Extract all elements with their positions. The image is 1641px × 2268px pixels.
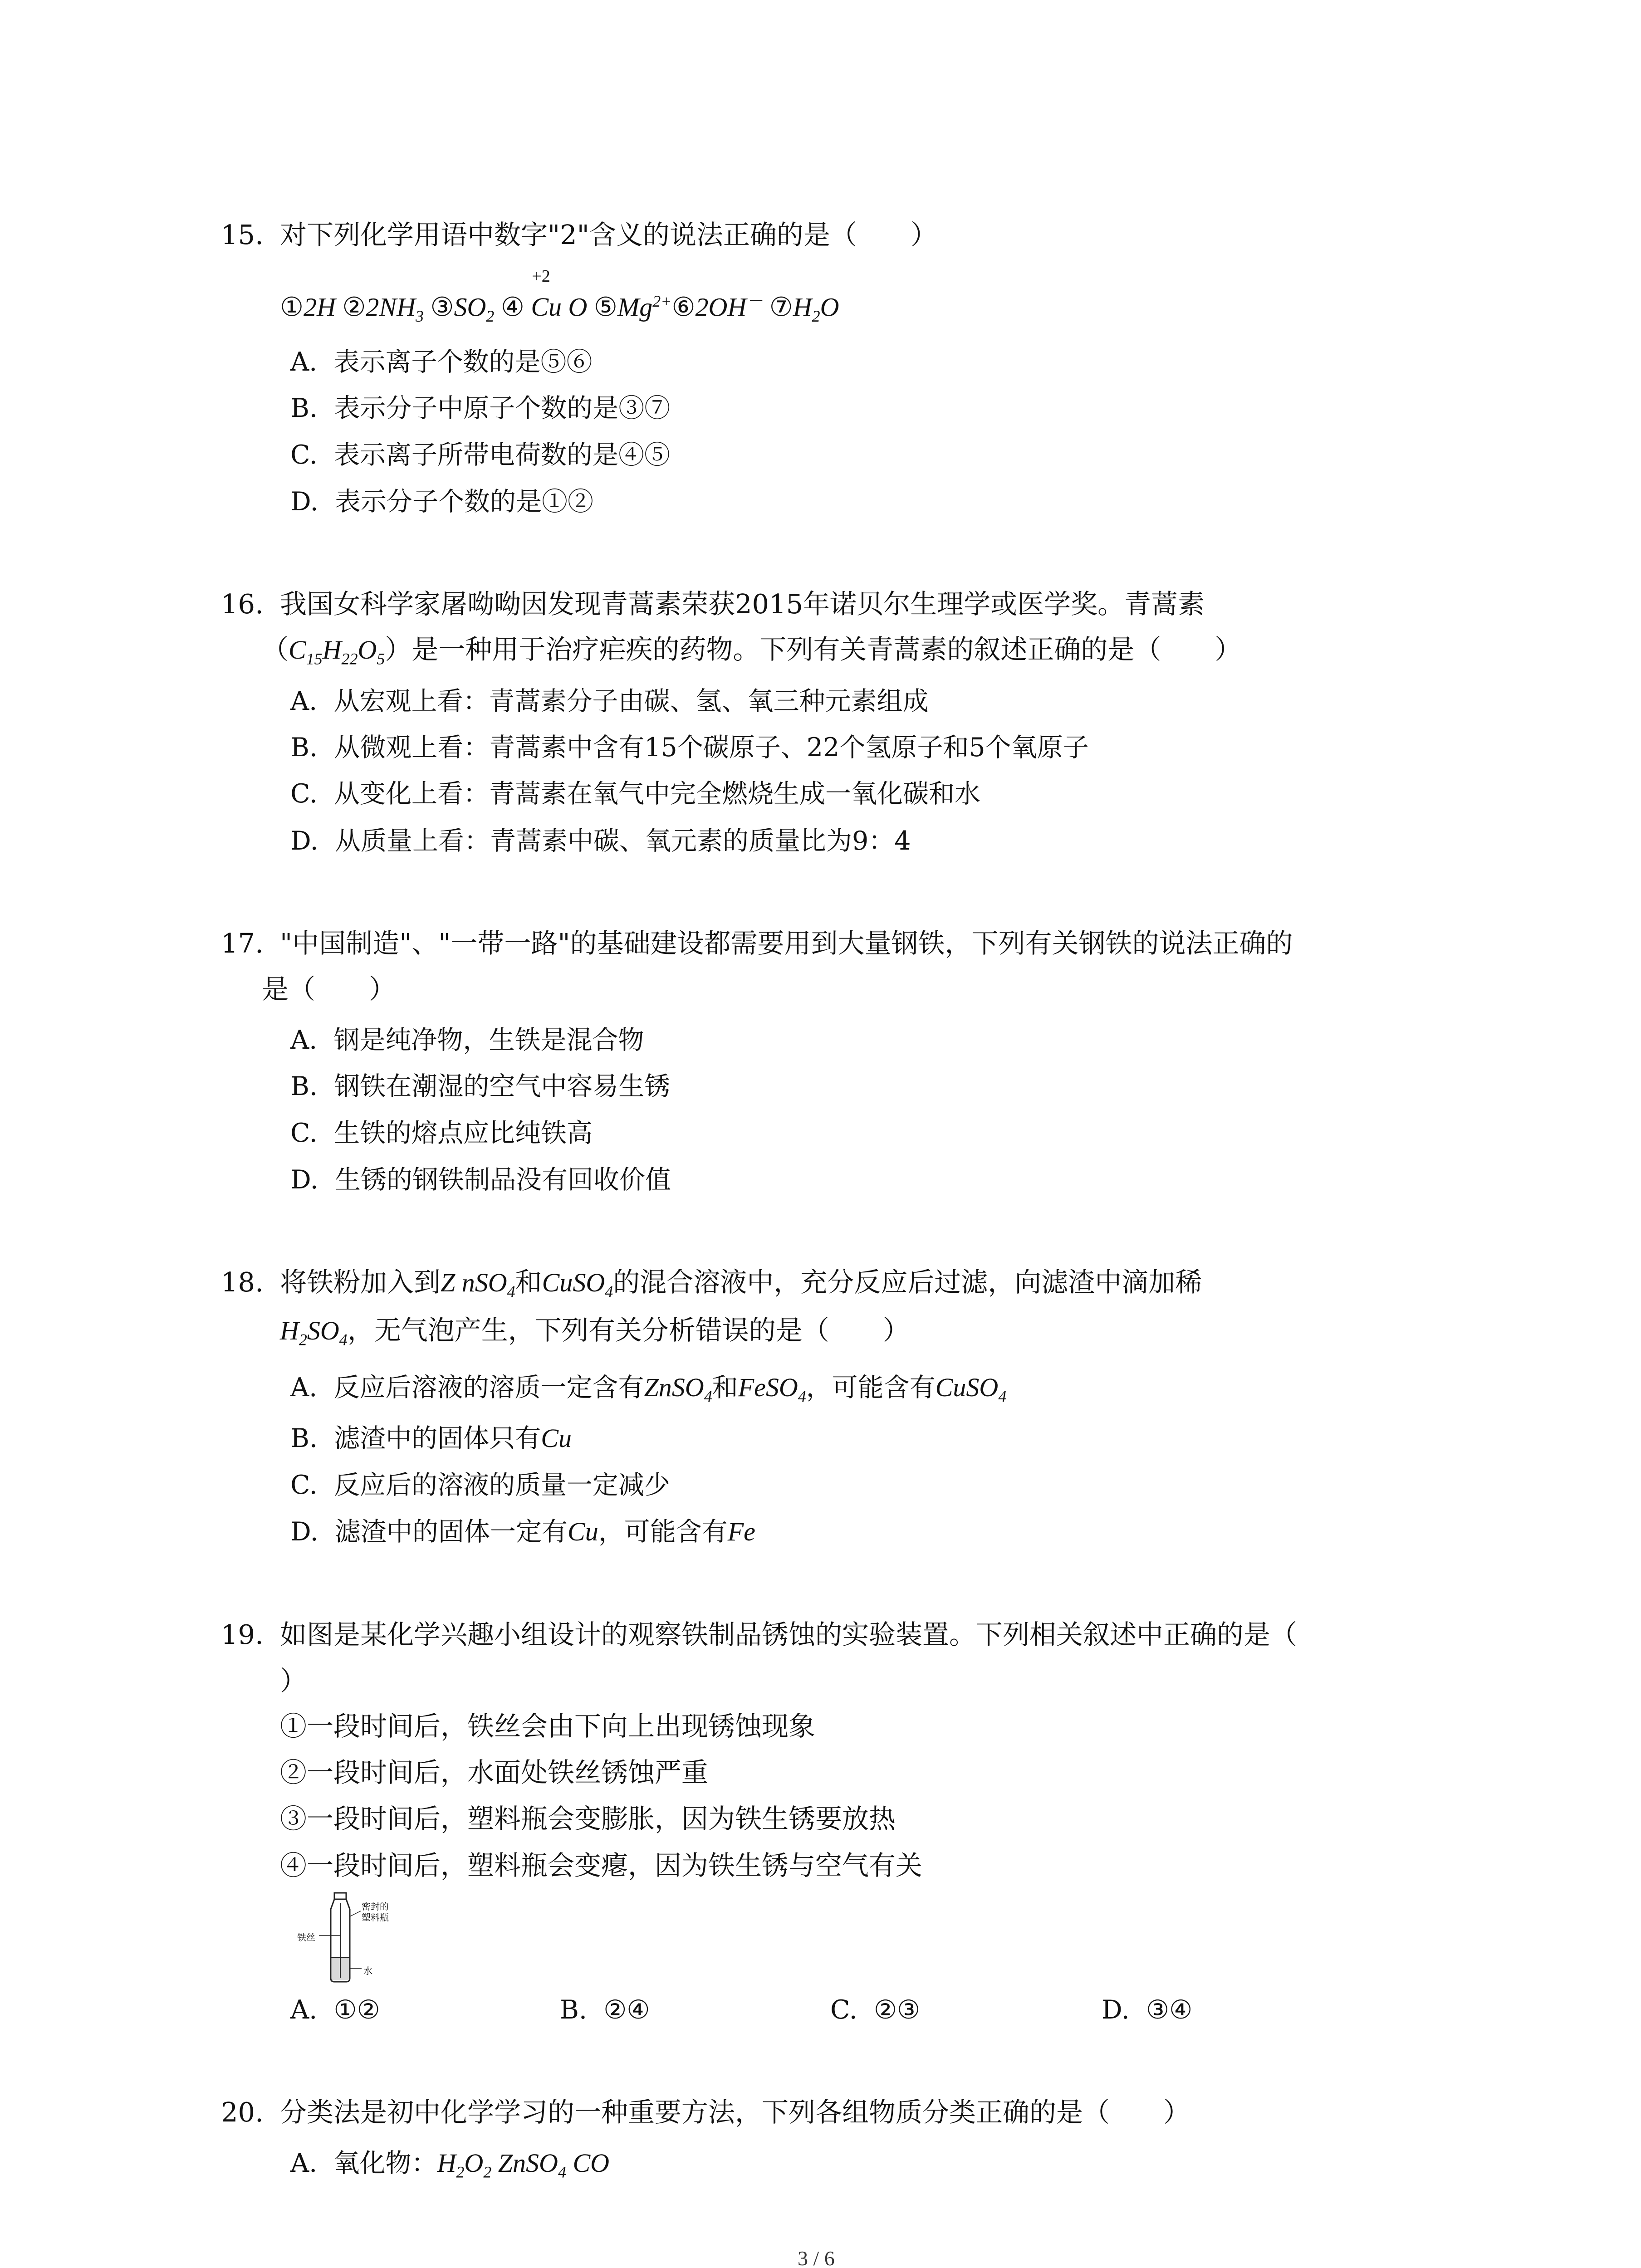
option-d[interactable]	[290, 1519, 755, 1545]
formula: O	[820, 292, 839, 322]
option-letter: C.	[290, 1118, 318, 1148]
question-18-stem-line2	[280, 1317, 910, 1349]
formula: Cu	[541, 1423, 572, 1453]
subscript: 4	[507, 1282, 515, 1301]
question-19-number: 19.	[221, 1619, 264, 1650]
option-text: 反应后的溶液的质量一定减少	[333, 1470, 670, 1500]
option-text: 滤渣中的固体一定有	[335, 1517, 568, 1547]
option-text: 从变化上看：青蒿素在氧气中完全燃烧生成一氧化碳和水	[333, 779, 980, 809]
option-text: ②③	[873, 1995, 921, 2025]
option-a[interactable]	[290, 1997, 380, 2023]
option-b[interactable]	[290, 1071, 671, 1101]
formula: Cu	[531, 292, 562, 322]
item-marker: ⑦	[769, 292, 793, 322]
item-marker: ③	[430, 292, 454, 322]
option-text: ③④	[1146, 1995, 1193, 2025]
option-b[interactable]	[290, 1425, 572, 1452]
option-d[interactable]	[290, 828, 911, 854]
option-letter: B.	[290, 1071, 318, 1101]
figure-label-bottle: 塑料瓶	[362, 1912, 389, 1923]
item-marker: ①	[280, 292, 304, 322]
formula: O	[464, 2148, 484, 2178]
stem-text: ，无气泡产生，下列有关分析错误的是（ ）	[347, 1315, 910, 1346]
formula: Z nSO	[441, 1268, 507, 1297]
question-17-number: 17.	[221, 928, 264, 959]
question-15-number: 15.	[221, 219, 264, 250]
question-19-stem-line2: ）	[280, 1665, 307, 1696]
option-letter: A.	[290, 1373, 318, 1403]
option-text: ②④	[603, 1995, 650, 2025]
option-letter: D.	[290, 826, 318, 856]
option-text: 表示分子中原子个数的是③⑦	[334, 393, 671, 423]
formula: H	[280, 1316, 299, 1345]
question-15-stem: 对下列化学用语中数字"2"含义的说法正确的是（ ）	[280, 219, 937, 250]
option-letter: D.	[290, 1517, 318, 1547]
option-text: 反应后溶液的溶质一定含有	[333, 1373, 644, 1403]
option-a[interactable]	[290, 349, 593, 375]
option-a[interactable]	[290, 686, 929, 716]
option-c[interactable]	[290, 781, 980, 807]
stem-text: 和	[515, 1266, 542, 1298]
formula: ZnSO	[498, 2148, 558, 2178]
option-text: 钢是纯净物，生铁是混合物	[333, 1025, 644, 1055]
formula: H	[793, 292, 812, 322]
formula: C	[289, 635, 306, 665]
option-letter: B.	[290, 1423, 318, 1453]
subscript: 4	[558, 2163, 566, 2181]
option-c[interactable]	[290, 1120, 593, 1146]
option-text: 氧化物：	[333, 2148, 437, 2178]
question-17-stem-line2: 是（ ）	[262, 973, 396, 1005]
option-d[interactable]	[290, 489, 593, 515]
item-marker: ⑤	[593, 292, 617, 322]
question-20-number: 20.	[221, 2097, 264, 2128]
formula: 2OH	[695, 292, 747, 322]
formula: SO	[307, 1316, 339, 1345]
option-letter: C.	[290, 1470, 318, 1500]
statement-1: ①一段时间后，铁丝会由下向上出现锈蚀现象	[280, 1711, 816, 1742]
figure-label-bottle: 密封的	[362, 1901, 389, 1912]
subscript: 3	[415, 307, 424, 325]
subscript: 22	[341, 650, 358, 668]
option-text: 从宏观上看：青蒿素分子由碳、氢、氧三种元素组成	[333, 686, 929, 716]
option-d[interactable]	[1102, 1997, 1192, 2023]
option-text: 表示离子个数的是⑤⑥	[333, 347, 593, 377]
subscript: 15	[306, 650, 323, 668]
option-text: 钢铁在潮湿的空气中容易生锈	[334, 1071, 671, 1101]
formula: H	[437, 2148, 456, 2178]
question-15-formula-row	[280, 267, 839, 326]
formula: ZnSO	[644, 1373, 704, 1402]
option-c[interactable]	[290, 1472, 670, 1498]
stem-text: 的混合溶液中，充分反应后过滤，向滤渣中滴加稀	[613, 1266, 1202, 1298]
question-19-stem-line1: 如图是某化学兴趣小组设计的观察铁制品锈蚀的实验装置。下列相关叙述中正确的是（	[280, 1619, 1298, 1650]
subscript: 2	[456, 2163, 465, 2181]
question-18-number: 18.	[221, 1266, 264, 1298]
option-text: ①②	[333, 1995, 380, 2025]
option-letter: C.	[290, 779, 318, 809]
formula: 2NH	[366, 292, 416, 322]
option-a[interactable]	[290, 1027, 644, 1053]
formula: Fe	[727, 1517, 755, 1546]
option-letter: B.	[560, 1995, 588, 2025]
subscript: 4	[798, 1387, 806, 1406]
item-marker: ②	[342, 292, 366, 322]
formula: O	[568, 292, 588, 322]
option-b[interactable]	[290, 393, 671, 423]
valence-superscript: +2	[532, 267, 550, 286]
subscript: 2	[299, 1330, 307, 1349]
option-letter: A.	[290, 1025, 318, 1055]
option-text: 从微观上看：青蒿素中含有15个碳原子、22个氢原子和5个氧原子	[334, 733, 1089, 763]
option-text: 从质量上看：青蒿素中碳、氧元素的质量比为9：4	[335, 826, 911, 856]
formula: 2H	[304, 292, 336, 322]
option-letter: A.	[290, 2148, 318, 2178]
option-letter: A.	[290, 686, 318, 716]
superscript: －	[746, 292, 763, 310]
option-letter: B.	[290, 733, 318, 763]
option-a[interactable]	[290, 1374, 1006, 1405]
subscript: 2	[483, 2163, 492, 2181]
option-letter: D.	[290, 487, 318, 517]
option-text: 生铁的熔点应比纯铁高	[333, 1118, 593, 1148]
question-16-stem-line1: 我国女科学家屠呦呦因发现青蒿素荣获2015年诺贝尔生理学或医学奖。青蒿素	[280, 588, 1205, 620]
subscript: 2	[812, 307, 820, 325]
option-text: 表示分子个数的是①②	[335, 487, 594, 517]
subscript: 2	[486, 307, 495, 325]
option-letter: D.	[290, 1165, 318, 1195]
item-marker: ⑥	[671, 292, 696, 322]
figure-label-wire: 铁丝	[297, 1932, 315, 1943]
option-d[interactable]	[290, 1167, 671, 1193]
option-letter: D.	[1102, 1995, 1130, 2025]
statement-2: ②一段时间后，水面处铁丝锈蚀严重	[280, 1757, 709, 1788]
option-text: 生锈的钢铁制品没有回收价值	[335, 1165, 671, 1195]
formula: SO	[454, 292, 486, 322]
stem-text: 将铁粉加入到	[280, 1266, 441, 1298]
question-16-stem-line2	[262, 636, 1241, 668]
stem-text: ）是一种用于治疗疟疾的药物。下列有关青蒿素的叙述正确的是（ ）	[385, 634, 1242, 665]
formula: CO	[573, 2148, 610, 2178]
statement-3: ③一段时间后，塑料瓶会变膨胀，因为铁生锈要放热	[280, 1803, 896, 1834]
formula: FeSO	[738, 1373, 798, 1402]
option-text: 和	[712, 1373, 738, 1403]
subscript: 4	[339, 1330, 348, 1349]
option-letter: C.	[830, 1995, 857, 2025]
option-text: ，可能含有	[598, 1517, 728, 1547]
option-text: 滤渣中的固体只有	[334, 1423, 541, 1453]
subscript: 4	[605, 1282, 613, 1301]
page-number: 3 / 6	[798, 2247, 835, 2268]
option-letter: A.	[290, 347, 318, 377]
formula: O	[358, 635, 377, 665]
formula: CuSO	[935, 1373, 999, 1402]
subscript: 4	[998, 1387, 1007, 1406]
option-c[interactable]	[830, 1997, 920, 2023]
option-c[interactable]	[290, 442, 670, 468]
subscript: 4	[704, 1387, 712, 1406]
question-18-stem-line1	[280, 1266, 1202, 1301]
superscript: 2+	[652, 292, 672, 310]
option-letter: C.	[290, 440, 318, 470]
rust-experiment-figure	[284, 1889, 420, 1984]
question-17-stem-line1: "中国制造"、"一带一路"的基础建设都需要用到大量钢铁，下列有关钢铁的说法正确的	[280, 928, 1293, 959]
statement-4: ④一段时间后，塑料瓶会变瘪，因为铁生锈与空气有关	[280, 1850, 923, 1881]
option-a[interactable]	[290, 2150, 609, 2181]
option-letter: A.	[290, 1995, 318, 2025]
option-text: ，可能含有	[806, 1373, 936, 1403]
formula: H	[322, 635, 342, 665]
option-b[interactable]	[290, 735, 1089, 761]
formula: Cu	[568, 1517, 598, 1546]
figure-label-water: 水	[363, 1965, 372, 1976]
subscript: 5	[377, 650, 385, 668]
option-text: 表示离子所带电荷数的是④⑤	[333, 440, 670, 470]
paren: （	[262, 634, 289, 665]
option-letter: B.	[290, 393, 318, 423]
option-b[interactable]	[560, 1997, 650, 2023]
question-16-number: 16.	[221, 588, 264, 620]
formula: CuSO	[542, 1268, 605, 1297]
question-20-stem: 分类法是初中化学学习的一种重要方法，下列各组物质分类正确的是（ ）	[280, 2097, 1190, 2128]
item-marker: ④	[500, 292, 524, 322]
formula: Mg	[617, 292, 653, 322]
